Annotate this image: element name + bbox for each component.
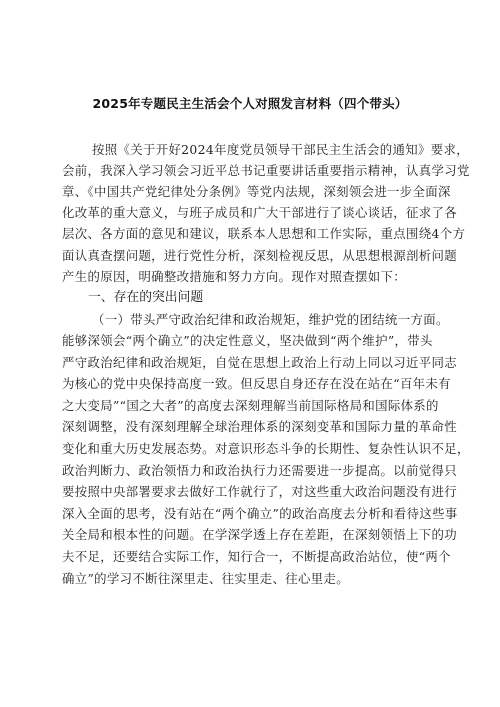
intro-line: 化改革的重大意义，与班子成员和广大干部进行了谈心谈话，征求了各 [62, 205, 457, 220]
body-line: 关全局和根本性的问题。在学深学透上存在差距，在深刻领悟上下的功 [62, 527, 457, 542]
body-line: 夫不足，还要结合实际工作，知行合一，不断提高政治站位，使“两个 [62, 549, 451, 564]
body-line: 确立”的学习不断往深里走、往实里走、往心里走。 [62, 571, 349, 586]
intro-line: 面认真查摆问题，进行党性分析，深刻检视反思，从思想根源剖析问题 [62, 248, 457, 263]
intro-line: 产生的原因，明确整改措施和努力方向。现作对照查摆如下： [62, 269, 406, 284]
intro-line: 会前，我深入学习领会习近平总书记重要讲话重要指示精神，认真学习党 [62, 163, 470, 178]
body-line: 严守政治纪律和政治规矩，自觉在思想上政治上行动上同以习近平同志 [62, 355, 457, 370]
subsection-heading: （一）带头严守政治纪律和政治规矩，维护党的团结统一方面。 [92, 312, 449, 327]
body-line: 为核心的党中央保持高度一致。但反思自身还存在没在站在“百年未有 [62, 376, 451, 391]
body-line: 变化和重大历史发展态势。对意识形态斗争的长期性、复杂性认识不足， [62, 441, 470, 456]
intro-line: 层次、各方面的意见和建议，联系本人思想和工作实际，重点围绕4个方 [62, 226, 466, 241]
body-line: 政治判断力、政治领悟力和政治执行力还需要进一步提高。以前觉得只 [62, 463, 457, 478]
body-line: 要按照中央部署要求去做好工作就行了，对这些重大政治问题没有进行 [62, 484, 457, 499]
body-line: 能够深领会“两个确立”的决定性意义，坚决做到“两个维护”，带头 [62, 333, 433, 348]
document-title: 2025年专题民主生活会个人对照发言材料（四个带头） [92, 96, 408, 111]
body-line: 之大变局”“国之大者”的高度去深刻理解当前国际格局和国际体系的 [62, 398, 439, 413]
intro-line: 按照《关于开好2024年度党员领导干部民主生活会的通知》要求， [92, 142, 469, 157]
body-line: 深入全面的思考，没有站在“两个确立”的政治高度去分析和看待这些事 [62, 506, 458, 521]
section-heading: 一、存在的突出问题 [88, 290, 204, 305]
intro-line: 章、《中国共产党纪律处分条例》等党内法规，深刻领会进一步全面深 [62, 184, 451, 199]
body-line: 深刻调整，没有深刻理解全球治理体系的深刻变革和国际力量的革命性 [62, 419, 457, 434]
